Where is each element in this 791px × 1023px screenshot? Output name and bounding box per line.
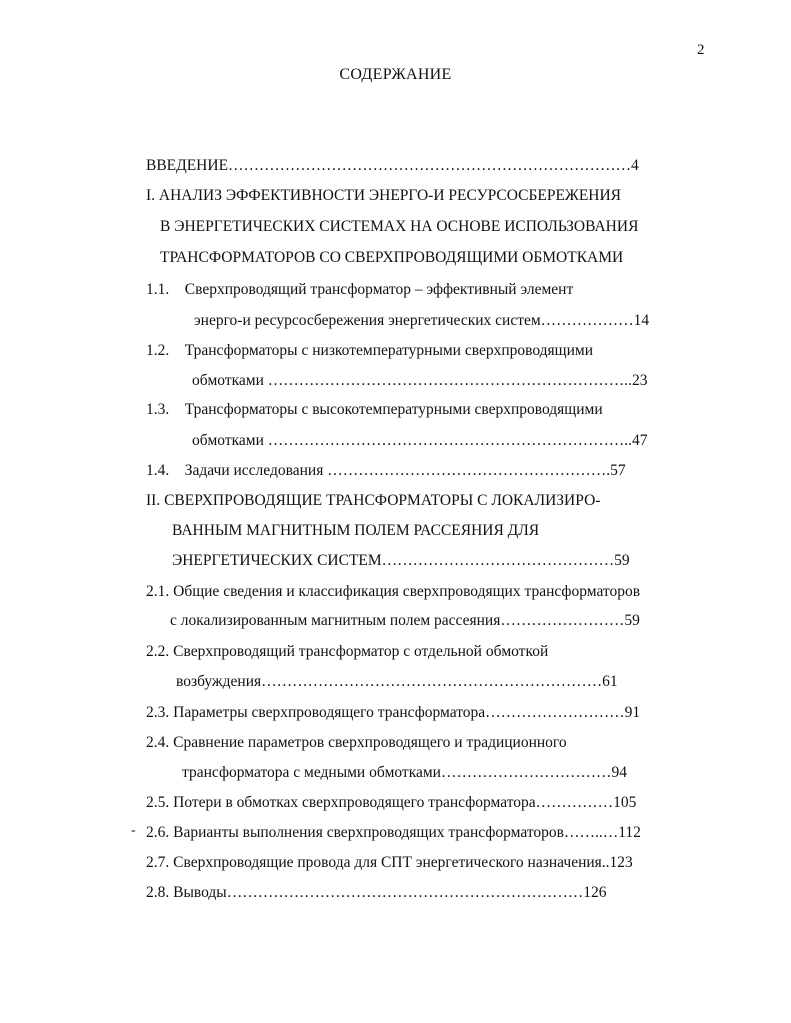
toc-2-5: 2.5. Потери в обмотках сверхпроводящего трансформатора……………105 — [146, 794, 637, 811]
toc-1-3-line-2: обмотками ……………………………………………………………..47 — [192, 432, 648, 449]
toc-2-2-line-2: возбуждения…………………………………………………………61 — [176, 673, 618, 690]
toc-2-6: 2.6. Варианты выполнения сверхпроводящих трансформаторов……..…112 — [146, 824, 641, 841]
page-number: 2 — [697, 42, 705, 58]
toc-2-8: 2.8. Выводы……………………………………………………………126 — [146, 884, 607, 901]
toc-chapter-2-line-1: II. СВЕРХПРОВОДЯЩИЕ ТРАНСФОРМАТОРЫ С ЛОКАЛИЗИРО- — [146, 492, 601, 509]
toc-intro: ВВЕДЕНИЕ……………………………………………………………………4 — [146, 157, 639, 174]
toc-2-4-line-2: трансформатора с медными обмотками……………………………94 — [182, 764, 627, 781]
toc-1-1-line-1: 1.1. Сверхпроводящий трансформатор – эффективный элемент — [146, 281, 574, 298]
toc-2-7: 2.7. Сверхпроводящие провода для СПТ энергетического назначения..123 — [146, 854, 633, 871]
toc-chapter-1-line-3: ТРАНСФОРМАТОРОВ СО СВЕРХПРОВОДЯЩИМИ ОБМОТКАМИ — [160, 249, 624, 266]
toc-1-2-line-1: 1.2. Трансформаторы с низкотемпературными сверхпроводящими — [146, 342, 593, 359]
toc-2-3: 2.3. Параметры сверхпроводящего трансформатора………………………91 — [146, 704, 641, 721]
toc-2-4-line-1: 2.4. Сравнение параметров сверхпроводящего и традиционного — [146, 734, 567, 751]
toc-2-1-line-1: 2.1. Общие сведения и классификация сверхпроводящих трансформаторов — [146, 583, 641, 600]
toc-1-3-line-1: 1.3. Трансформаторы с высокотемпературными сверхпроводящими — [146, 401, 603, 418]
toc-chapter-2-line-3: ЭНЕРГЕТИЧЕСКИХ СИСТЕМ………………………………………59 — [172, 552, 630, 569]
toc-chapter-2-line-2: ВАННЫМ МАГНИТНЫМ ПОЛЕМ РАССЕЯНИЯ ДЛЯ — [172, 522, 540, 539]
margin-mark: - — [131, 823, 136, 838]
toc-chapter-1-line-2: В ЭНЕРГЕТИЧЕСКИХ СИСТЕМАХ НА ОСНОВЕ ИСПОЛЬЗОВАНИЯ — [160, 218, 639, 235]
toc-2-2-line-1: 2.2. Сверхпроводящий трансформатор с отдельной обмоткой — [146, 643, 549, 660]
toc-1-2-line-2: обмотками ……………………………………………………………..23 — [192, 372, 648, 389]
page-title: СОДЕРЖАНИЕ — [339, 66, 452, 83]
toc-chapter-1-line-1: I. АНАЛИЗ ЭФФЕКТИВНОСТИ ЭНЕРГО-И РЕСУРСОСБЕРЕЖЕНИЯ — [146, 187, 622, 204]
toc-2-1-line-2: с локализированным магнитным полем рассеяния……………………59 — [170, 612, 640, 629]
toc-1-4: 1.4. Задачи исследования ……………………………………………….57 — [146, 462, 626, 479]
toc-1-1-line-2: энерго-и ресурсосбережения энергетических систем………………14 — [194, 312, 650, 329]
